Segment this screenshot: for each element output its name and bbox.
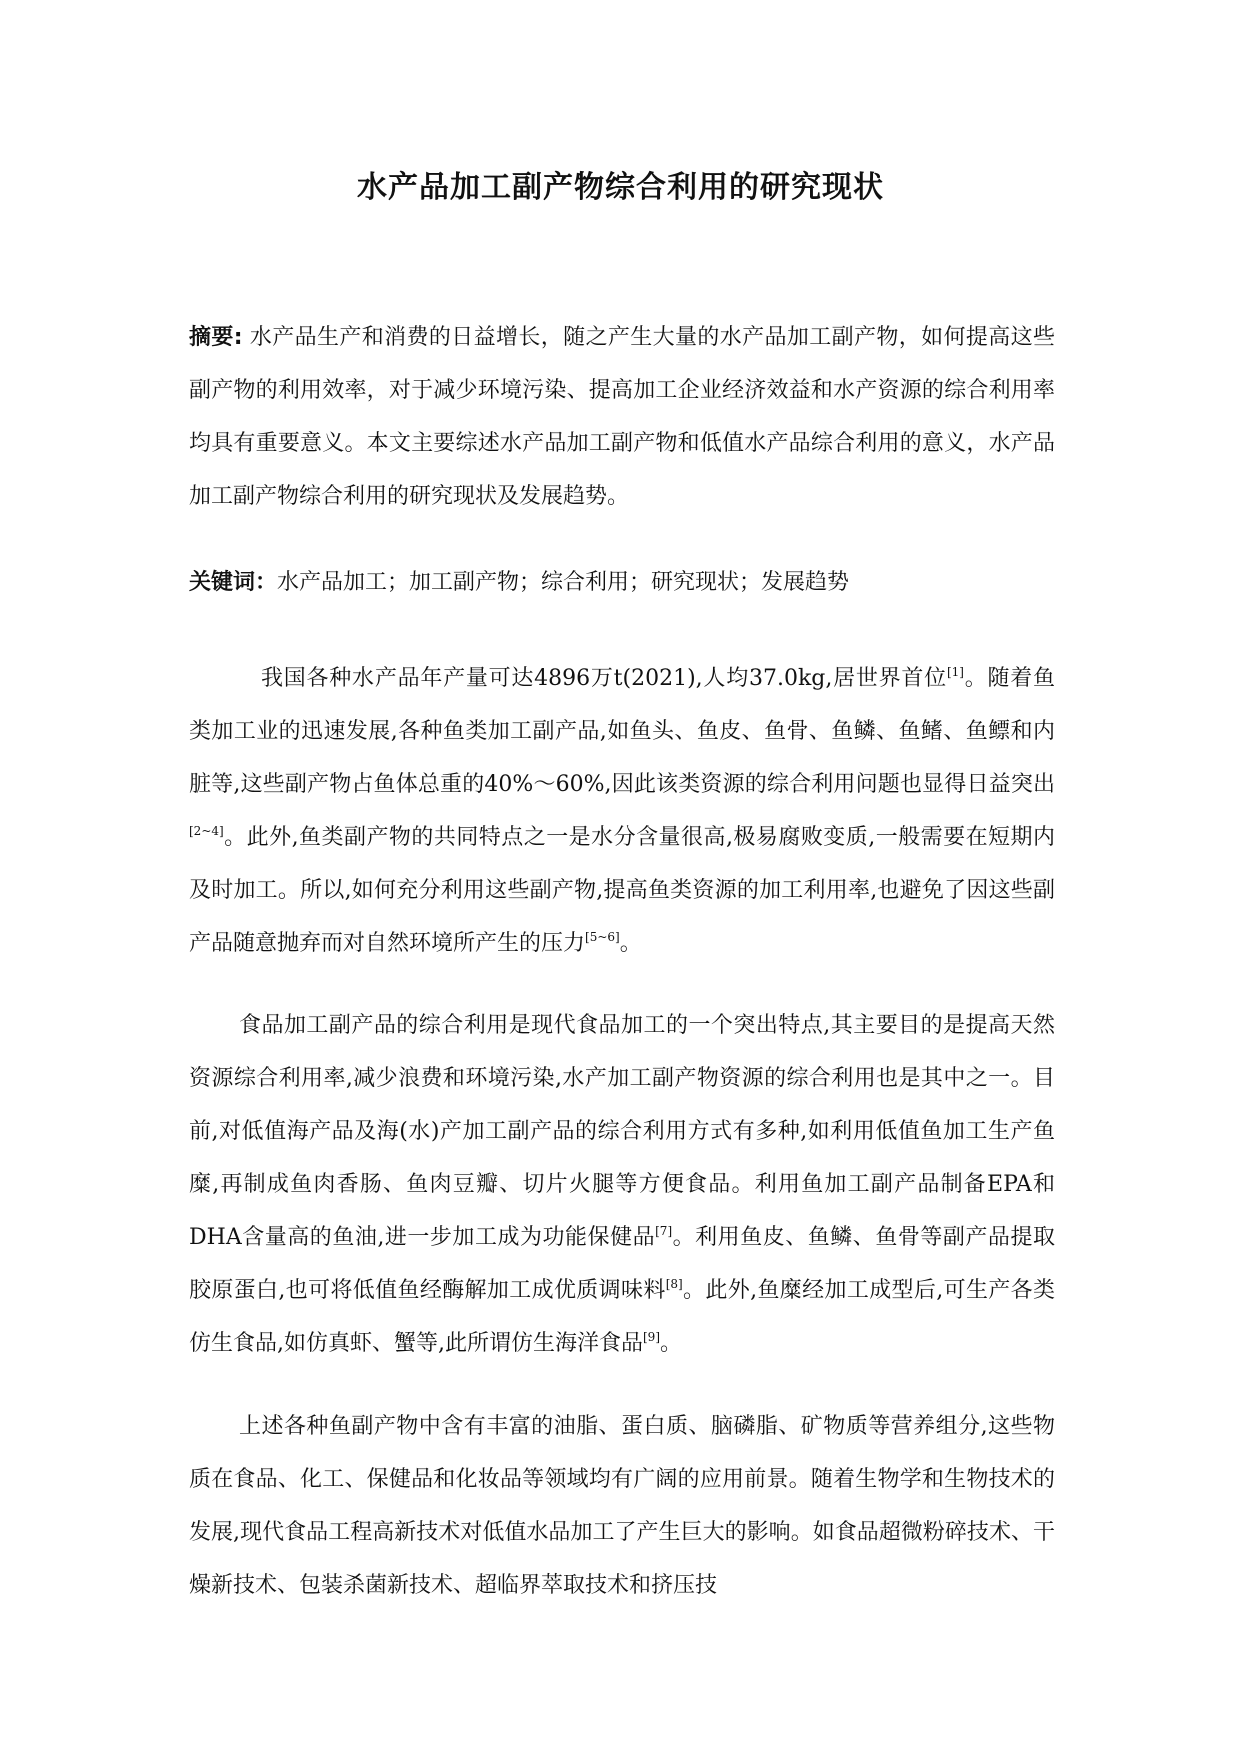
- citation: [8]: [665, 1277, 683, 1291]
- paragraph-text: 。: [619, 931, 642, 956]
- paragraph-text: 。利用鱼皮、鱼鳞、鱼骨等副产品提取胶原蛋白,也可将低值鱼经酶解加工成优质调味料: [189, 1225, 1055, 1303]
- paragraph-text: 食品加工副产品的综合利用是现代食品加工的一个突出特点,其主要目的是提高天然资源综合利用率,减少浪费和环境污染,水产加工副产物资源的综合利用也是其中之一。目前,对低值海产品及海(水)产加工副产品的综合利用方式有多种,如利用低值鱼加工生产鱼糜,再制成鱼肉香肠、鱼肉豆瓣、切片火腿等方便食品。利用鱼加工副产品制备EPA和DHA含量高的鱼油,进一步加工成为功能保健品: [189, 1013, 1055, 1250]
- keywords: [189, 556, 1055, 609]
- abstract-text: 水产品生产和消费的日益增长，随之产生大量的水产品加工副产物，如何提高这些副产物的利用效率，对于减少环境污染、提高加工企业经济效益和水产资源的综合利用率均具有重要意义。本文主要综述水产品加工副产物和低值水产品综合利用的意义，水产品加工副产物综合利用的研究现状及发展趋势。: [189, 325, 1055, 509]
- paragraph-text: 。此外,鱼糜经加工成型后,可生产各类仿生食品,如仿真虾、蟹等,此所谓仿生海洋食品: [189, 1278, 1055, 1356]
- paragraph-2: [189, 999, 1055, 1370]
- abstract-label: 摘要:: [189, 325, 243, 350]
- abstract: [189, 311, 1055, 523]
- keywords-label: 关键词：: [189, 570, 278, 595]
- paper-title: 水产品加工副产物综合利用的研究现状: [357, 170, 884, 205]
- paragraph-text: 。随着鱼类加工业的迅速发展,各种鱼类加工副产品,如鱼头、鱼皮、鱼骨、鱼鳞、鱼鳍、鱼鳔和内脏等,这些副产物占鱼体总重的40%～60%,因此该类资源的综合利用问题也显得日益突出: [189, 666, 1055, 797]
- citation: [5~6]: [585, 930, 620, 944]
- citation: [1]: [946, 665, 964, 679]
- paragraph-1: [189, 652, 1055, 970]
- keywords-text: 水产品加工；加工副产物；综合利用；研究现状；发展趋势: [277, 570, 850, 595]
- paragraph-text: 。: [660, 1331, 683, 1356]
- paragraph-3: [189, 1400, 1055, 1612]
- citation: [2~4]: [189, 824, 224, 838]
- citation: [7]: [655, 1224, 673, 1238]
- citation: [9]: [643, 1330, 660, 1344]
- paragraph-text: 。此外,鱼类副产物的共同特点之一是水分含量很高,极易腐败变质,一般需要在短期内及时加工。所以,如何充分利用这些副产物,提高鱼类资源的加工利用率,也避免了因这些副产品随意抛弃而对自然环境所产生的压力: [189, 825, 1055, 956]
- paragraph-text: 我国各种水产品年产量可达4896万t(2021),人均37.0kg,居世界首位: [261, 666, 947, 691]
- paragraph-text: 上述各种鱼副产物中含有丰富的油脂、蛋白质、脑磷脂、矿物质等营养组分,这些物质在食品、化工、保健品和化妆品等领域均有广阔的应用前景。随着生物学和生物技术的发展,现代食品工程高新技术对低值水品加工了产生巨大的影响。如食品超微粉碎技术、干燥新技术、包装杀菌新技术、超临界萃取技术和挤压技: [189, 1414, 1055, 1598]
